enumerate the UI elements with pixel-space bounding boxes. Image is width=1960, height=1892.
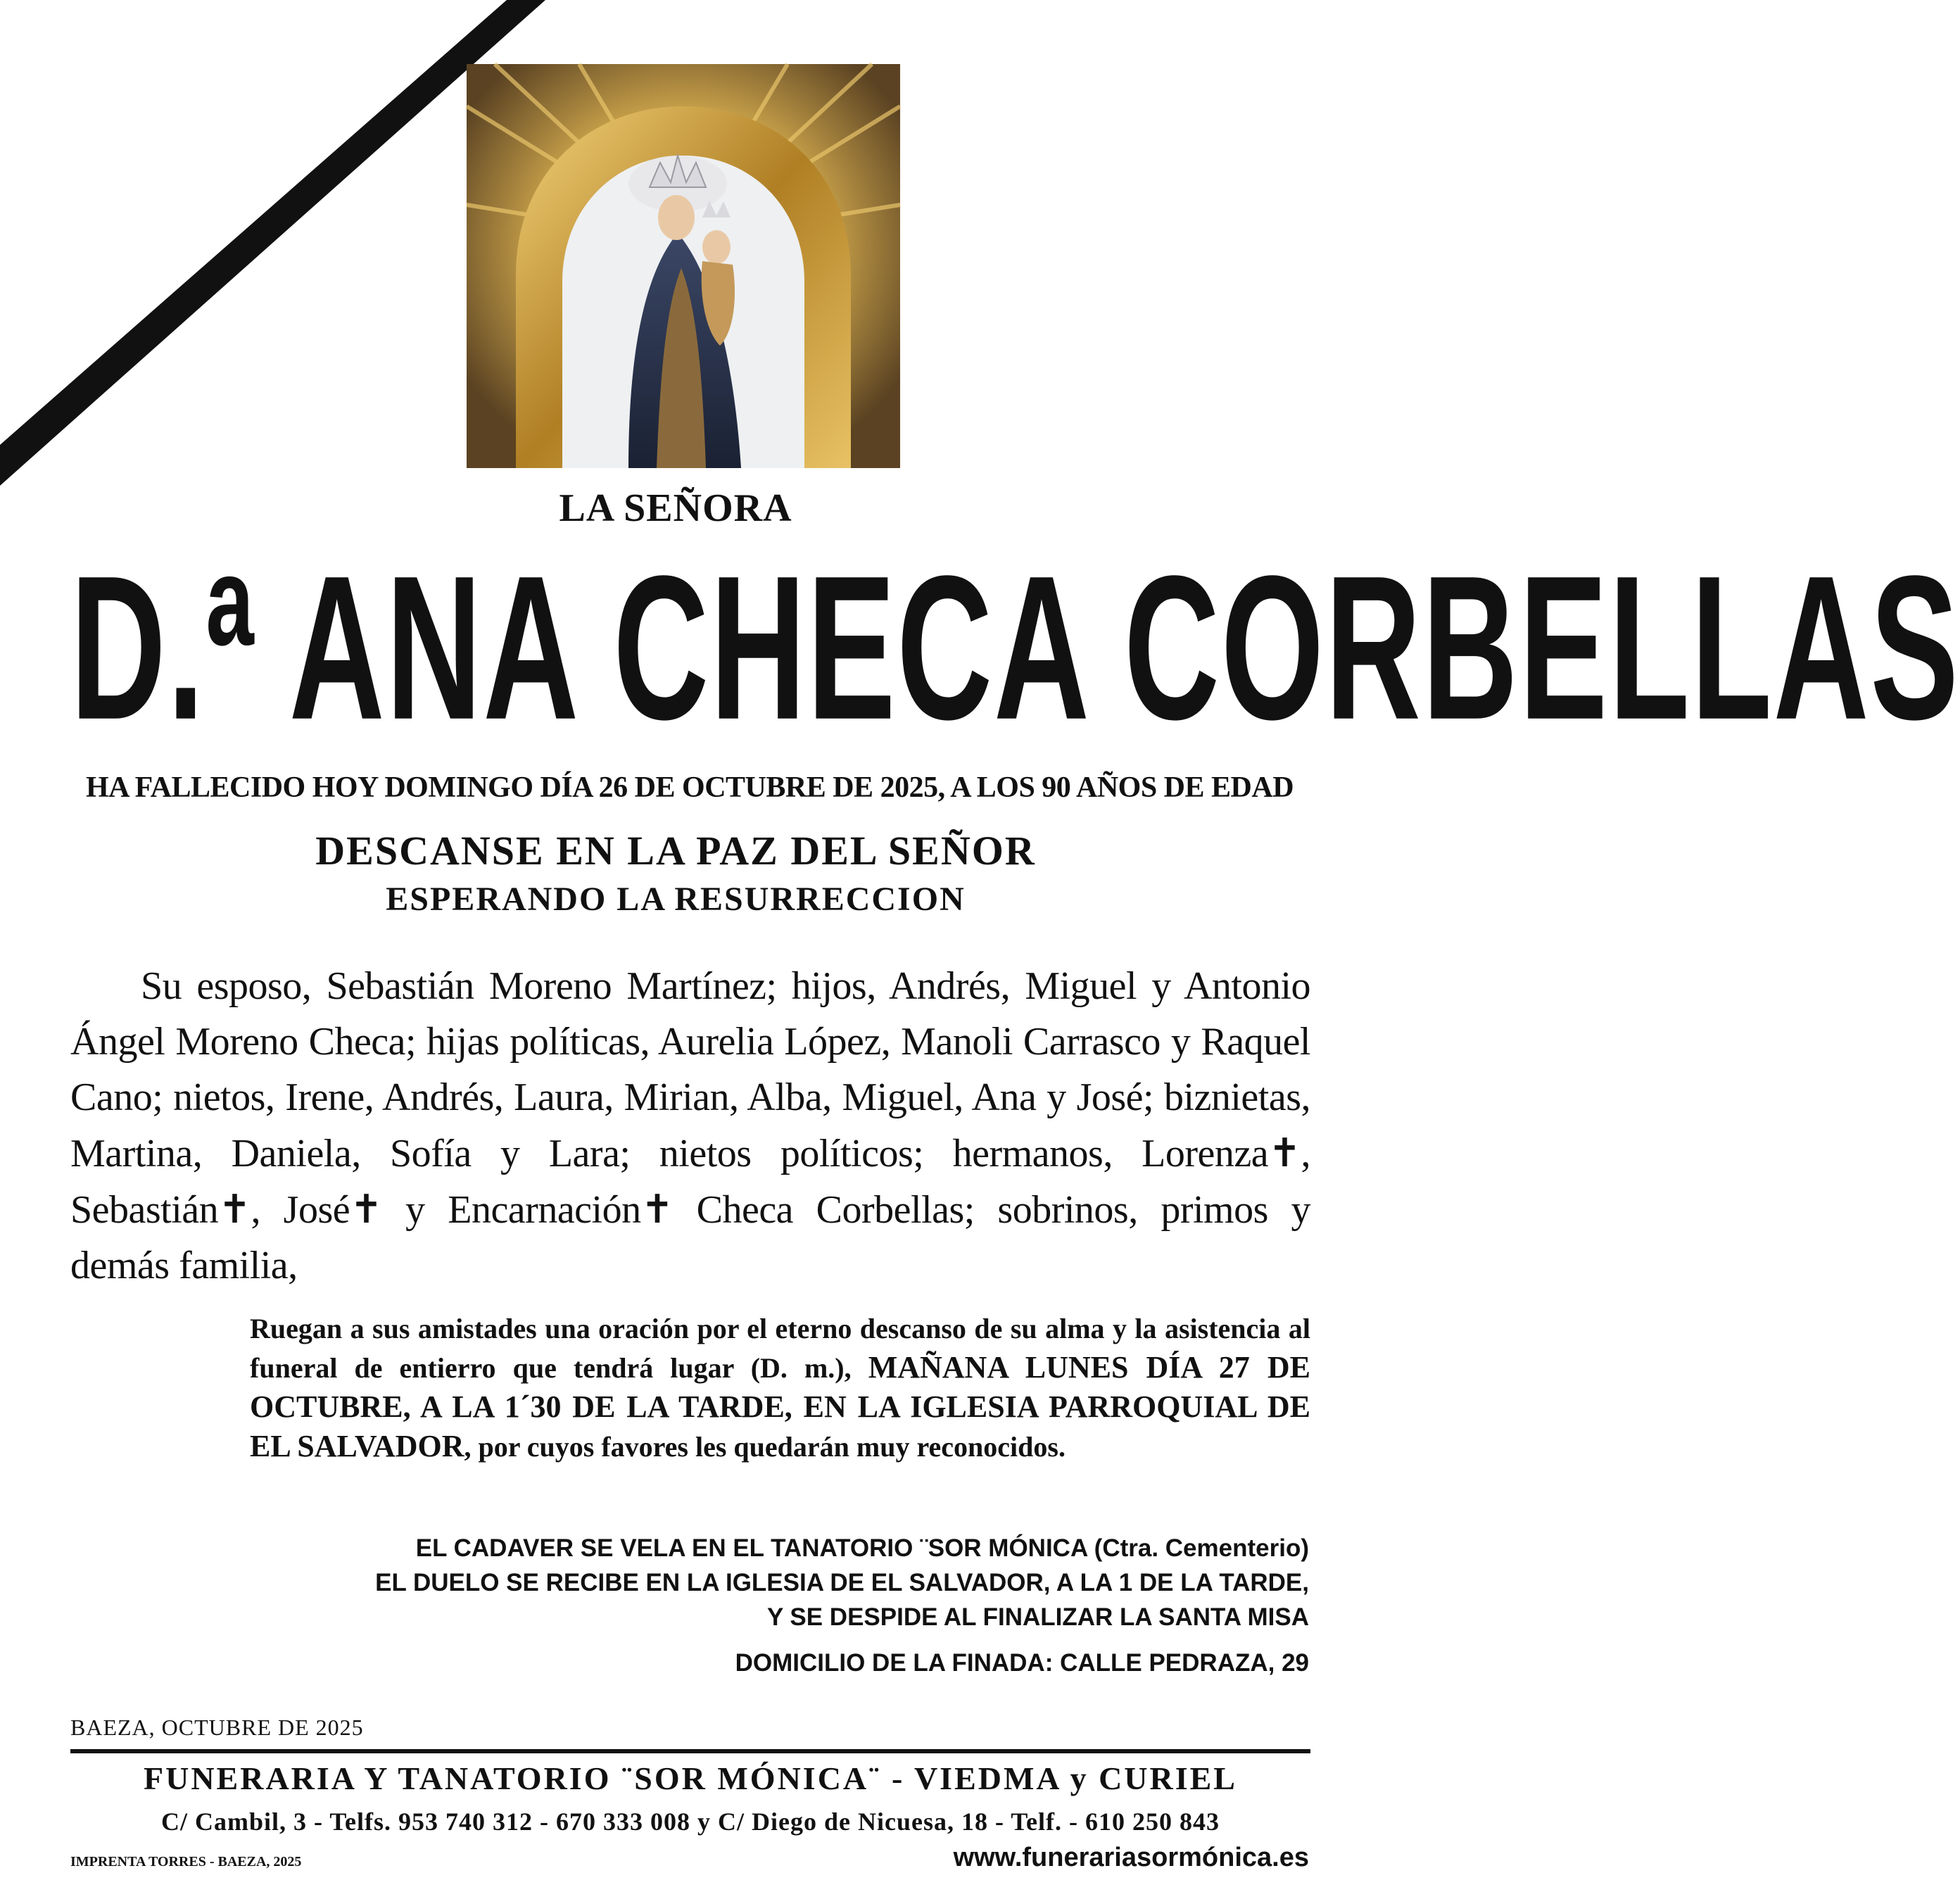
request-intro: Ruegan a sus amistades una oración por el eterno descanso de su alma y la asistencia al funeral de entierro que tendrá lugar (D. m.), xyxy=(250,1313,1310,1384)
contact-line: C/ Cambil, 3 - Telfs. 953 740 312 - 670 333 008 y C/ Diego de Nicuesa, 18 - Telf. - 610 250 843 xyxy=(161,1808,1220,1836)
family-text-5: Checa Corbellas; sobrinos, primos y demás familia, xyxy=(70,1188,1311,1287)
footer-divider xyxy=(70,1749,1310,1753)
family-text-4: y Encarnación xyxy=(382,1188,641,1232)
family-text-3: , José xyxy=(251,1188,350,1232)
website-link[interactable]: www.funerariasormónica.es xyxy=(953,1843,1309,1872)
funeral-request-paragraph xyxy=(250,1309,1310,1466)
cross-icon: ✝ xyxy=(640,1187,674,1232)
condolence-line: EL DUELO SE RECIBE EN LA IGLESIA DE EL SALVADOR, A LA 1 DE LA TARDE, xyxy=(375,1569,1309,1596)
cross-icon: ✝ xyxy=(350,1187,383,1232)
resurrection-line: ESPERANDO LA RESURRECCION xyxy=(386,881,966,918)
rest-in-peace-line: DESCANSE EN LA PAZ DEL SEÑOR xyxy=(315,828,1036,874)
family-text-2: , Sebastián xyxy=(70,1132,1310,1232)
cross-icon: ✝ xyxy=(218,1187,251,1232)
virgin-and-child-portrait xyxy=(467,64,900,468)
farewell-line: Y SE DESPIDE AL FINALIZAR LA SANTA MISA xyxy=(766,1603,1309,1631)
family-paragraph xyxy=(70,959,1310,1294)
cross-icon: ✝ xyxy=(1268,1130,1301,1176)
funeral-home-name: FUNERARIA Y TANATORIO ¨SOR MÓNICA¨ - VIEDMA y CURIEL xyxy=(144,1760,1237,1796)
wake-location-line: EL CADAVER SE VELA EN EL TANATORIO ¨SOR MÓNICA (Ctra. Cementerio) xyxy=(415,1534,1309,1562)
place-date: BAEZA, OCTUBRE DE 2025 xyxy=(70,1715,364,1740)
request-outro: , por cuyos favores les quedarán muy reconocidos. xyxy=(464,1431,1066,1463)
deceased-name: D.ª ANA CHECA CORBELLAS xyxy=(70,533,1960,762)
funeral-time-place: MAÑANA LUNES DÍA 27 DE OCTUBRE, A LA 1´30 DE LA TARDE, EN LA IGLESIA PARROQUIAL DE EL SALVADOR xyxy=(250,1350,1310,1463)
family-text-1: Su esposo, Sebastián Moreno Martínez; hijos, Andrés, Miguel y Antonio Ángel Moreno Checa; hijas políticas, Aurelia López, Manoli Carrasco y Raquel Cano; nietos, Irene, Andrés, Laura, Mirian, Alba, Miguel, Ana y José; biznietas, Martina, Daniela, Sofía y Lara; nietos políticos; hermanos, Lorenza xyxy=(70,964,1310,1175)
death-notice: HA FALLECIDO HOY DOMINGO DÍA 26 DE OCTUBRE DE 2025, A LOS 90 AÑOS DE EDAD xyxy=(85,771,1294,804)
home-address-line: DOMICILIO DE LA FINADA: CALLE PEDRAZA, 29 xyxy=(735,1649,1309,1677)
printer-credit: IMPRENTA TORRES - BAEZA, 2025 xyxy=(70,1854,302,1869)
salutation: LA SEÑORA xyxy=(559,486,792,530)
